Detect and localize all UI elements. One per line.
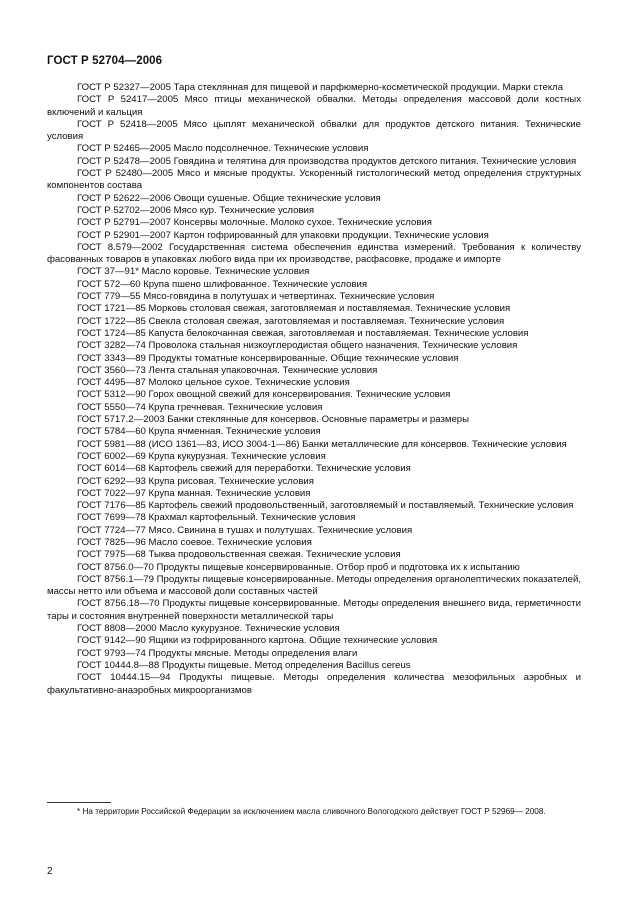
footnote-divider <box>47 802 111 803</box>
reference-item: ГОСТ Р 52327—2005 Тара стеклянная для пищевой и парфюмерно-косметической продукции. Марки стекла <box>77 82 564 93</box>
reference-item: ГОСТ 9793—74 Продукты мясные. Методы определения влаги <box>77 647 358 659</box>
page-number: 2 <box>47 866 53 877</box>
reference-item: ГОСТ 7022—97 Крупа манная. Технические условия <box>77 487 311 499</box>
reference-item: ГОСТ 7724—77 Мясо. Свинина в тушах и полутушах. Технические условия <box>77 524 413 536</box>
reference-item: ГОСТ 7699—78 Крахмал картофельный. Технические условия <box>77 512 356 524</box>
reference-item: ГОСТ 3343—89 Продукты томатные консервированные. Общие технические условия <box>77 352 459 364</box>
reference-item: ГОСТ 4495—87 Молоко цельное сухое. Технические условия <box>77 377 350 389</box>
reference-item: ГОСТ 8756.18—70 Продукты пищевые консервированные. Методы определения внешнего вида, герметичности тары и состояния внутренней поверхности металлической тары <box>47 598 581 622</box>
page-header-title: ГОСТ Р 52704—2006 <box>47 55 163 67</box>
reference-item: ГОСТ 1722—85 Свекла столовая свежая, заготовляемая и поставляемая. Технические условия <box>77 315 505 327</box>
reference-item: ГОСТ 10444.8—88 Продукты пищевые. Метод определения Bacillus cereus <box>77 659 411 671</box>
reference-item: ГОСТ Р 52622—2006 Овощи сушеные. Общие технические условия <box>77 192 381 204</box>
reference-item: ГОСТ 8756.1—79 Продукты пищевые консервированные. Методы определения органолептических показателей, массы нетто или объема и массовой доли составных частей <box>47 573 581 598</box>
reference-item: ГОСТ 7975—68 Тыква продовольственная свежая. Технические условия <box>77 549 401 561</box>
reference-item: ГОСТ 5784—60 Крупа ячменная. Технические условия <box>77 426 321 438</box>
reference-item: ГОСТ 8808—2000 Масло кукурузное. Технические условия <box>77 623 340 635</box>
reference-item: ГОСТ 8756.0—70 Продукты пищевые консервированные. Отбор проб и подготовка их к испытанию <box>77 561 520 573</box>
reference-item: ГОСТ Р 52478—2005 Говядина и телятина для производства продуктов детского питания. Технические условия <box>77 155 577 167</box>
reference-item: ГОСТ Р 52465—2005 Масло подсолнечное. Технические условия <box>77 143 369 155</box>
reference-item: ГОСТ 10444.15—94 Продукты пищевые. Методы определения количества мезофильных аэробных и факультативно-анаэробных микроорганизмов <box>47 672 581 696</box>
reference-item: ГОСТ 6002—69 Крупа кукурузная. Технические условия <box>77 450 326 462</box>
reference-item: ГОСТ 779—55 Мясо-говядина в полутушах и четвертинах. Технические условия <box>77 291 435 303</box>
reference-item: ГОСТ 7176—85 Картофель свежий продовольственный, заготовляемый и поставляемый. Технические условия <box>77 500 574 512</box>
reference-item: ГОСТ 5981—88 (ИСО 1361—83, ИСО 3004-1—86) Банки металлические для консервов. Технические условия <box>77 438 567 450</box>
reference-item: ГОСТ 3560—73 Лента стальная упаковочная. Технические условия <box>77 364 378 376</box>
reference-item: ГОСТ 9142—90 Ящики из гофрированного картона. Общие технические условия <box>77 635 438 647</box>
reference-item: ГОСТ 5312—90 Горох овощной свежий для консервирования. Технические условия <box>77 389 451 401</box>
reference-item: ГОСТ 7825—96 Масло соевое. Технические условия <box>77 536 312 548</box>
reference-item: ГОСТ 37—91* Масло коровье. Технические условия <box>77 266 310 278</box>
reference-item: ГОСТ 6014—68 Картофель свежий для переработки. Технические условия <box>77 463 411 475</box>
reference-item: ГОСТ 5717.2—2003 Банки стеклянные для консервов. Основные параметры и размеры <box>77 414 470 426</box>
reference-item: ГОСТ Р 52702—2006 Мясо кур. Технические условия <box>77 204 315 216</box>
reference-item: ГОСТ 8.579—2002 Государственная система обеспечения единства измерений. Требования к количеству фасованных товаров в упаковках любого вида при их производстве, расфасовке, продаже и импорте <box>47 241 581 266</box>
reference-item: ГОСТ 3282—74 Проволока стальная низкоуглеродистая общего назначения. Технические условия <box>77 340 518 352</box>
reference-item: ГОСТ 1721—85 Морковь столовая свежая, заготовляемая и поставляемая. Технические условия <box>77 303 511 315</box>
reference-item: ГОСТ 6292—93 Крупа рисовая. Технические условия <box>77 475 314 487</box>
reference-item: ГОСТ 1724—85 Капуста белокочанная свежая, заготовляемая и поставляемая. Технические условия <box>77 327 529 339</box>
reference-item: ГОСТ Р 52791—2007 Консервы молочные. Молоко сухое. Технические условия <box>77 217 432 229</box>
reference-item: ГОСТ 5550—74 Крупа гречневая. Технические условия <box>77 401 323 413</box>
normative-references-list <box>47 82 581 697</box>
reference-item: ГОСТ Р 52418—2005 Мясо цыплят механической обвалки для продуктов детского питания. Технические условия <box>47 118 581 143</box>
reference-item: ГОСТ 572—60 Крупа пшено шлифованное. Технические условия <box>77 278 368 290</box>
reference-item: ГОСТ Р 52901—2007 Картон гофрированный для упаковки продукции. Технические условия <box>77 229 489 241</box>
reference-item: ГОСТ Р 52480—2005 Мясо и мясные продукты. Ускоренный гистологический метод определения структурных компонентов состава <box>47 168 581 192</box>
footnote: * На территории Российской Федерации за исключением масла сливочного Вологодского действует ГОСТ Р 52969— 2008. <box>77 807 546 816</box>
reference-item: ГОСТ Р 52417—2005 Мясо птицы механической обвалки. Методы определения массовой доли костных включений и кальция <box>47 94 581 118</box>
